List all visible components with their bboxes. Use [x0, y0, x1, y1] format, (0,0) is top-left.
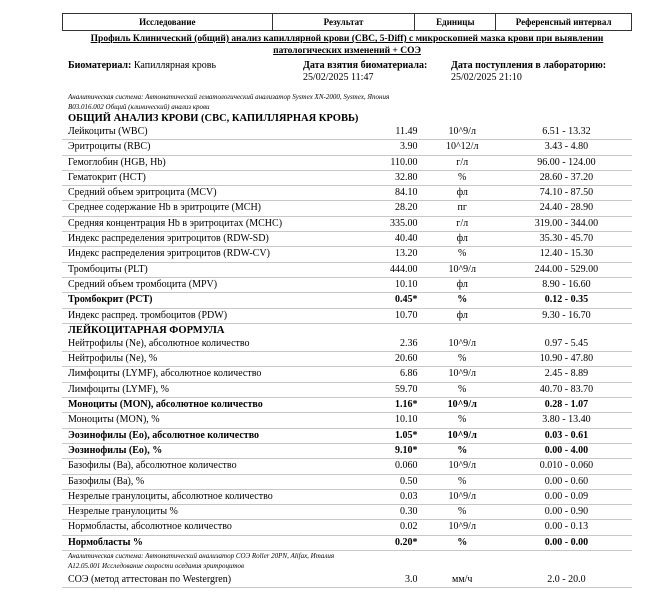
result-value: 444.00	[390, 263, 418, 275]
reference-range: 40.70 - 83.70	[539, 383, 594, 395]
test-name: Средний объем эритроцита (MCV)	[68, 187, 217, 199]
table-header	[62, 13, 632, 31]
unit: %	[457, 444, 468, 456]
unit: фл	[456, 233, 468, 245]
reference-range: 9.30 - 16.70	[542, 309, 591, 321]
result-value: 9.10*	[395, 444, 418, 456]
result-value: 0.02	[400, 521, 418, 533]
unit: 10^9/л	[448, 460, 476, 472]
result-value: 110.00	[390, 156, 418, 168]
table-row	[62, 429, 632, 444]
reference-range: 28.60 - 37.20	[539, 171, 594, 183]
unit: г/л	[456, 217, 469, 229]
table-row	[62, 475, 632, 490]
profile-title: Профиль Клинический (общий) анализ капиллярной крови (CBC, 5-Diff) с микроскопией мазка крови при выявлении патологических изменений + СОЭ	[90, 34, 604, 56]
result-value: 13.20	[395, 248, 418, 260]
unit: %	[457, 294, 468, 306]
table-row	[62, 398, 632, 413]
reference-range: 0.00 - 0.90	[544, 506, 589, 518]
reference-range: 8.90 - 16.60	[542, 278, 591, 290]
unit: %	[458, 353, 467, 365]
test-name: Средний объем тромбоцита (MPV)	[68, 278, 218, 290]
result-value: 0.45*	[395, 294, 418, 306]
unit: фл	[456, 187, 468, 199]
result-value: 10.10	[395, 278, 418, 290]
date-taken-value: 25/02/2025 11:47	[303, 72, 374, 83]
table-row	[62, 125, 632, 140]
reference-range: 0.00 - 0.13	[544, 521, 589, 533]
lab-report	[62, 13, 632, 588]
table-row	[62, 367, 632, 382]
unit: 10^9/л	[447, 399, 477, 411]
result-value: 84.10	[395, 187, 418, 199]
result-value: 10.70	[395, 309, 418, 321]
reference-range: 0.12 - 0.35	[544, 294, 589, 306]
unit: 10^9/л	[448, 337, 476, 349]
result-value: 3.90	[400, 141, 418, 153]
table-row	[62, 171, 632, 186]
test-name: Индекс распределения эритроцитов (RDW-SD)	[68, 233, 269, 245]
date-taken-label: Дата взятия биоматериала:	[303, 60, 428, 71]
biomaterial-value: Капиллярная кровь	[133, 60, 217, 71]
reference-range: 24.40 - 28.90	[539, 202, 594, 214]
reference-range: 0.00 - 0.09	[544, 490, 589, 502]
unit: %	[458, 171, 467, 183]
test-name: Нормобласты, абсолютное количество	[68, 521, 232, 533]
result-value: 59.70	[395, 383, 418, 395]
test-name: Лимфоциты (LYMF), абсолютное количество	[68, 368, 262, 380]
reference-range: 3.80 - 13.40	[542, 414, 591, 426]
table-row	[62, 201, 632, 216]
unit: %	[458, 383, 467, 395]
date-received-label: Дата поступления в лабораторию:	[451, 60, 607, 71]
result-value: 335.00	[390, 217, 418, 229]
reference-range: 0.00 - 0.60	[544, 475, 589, 487]
test-name: Моноциты (MON), абсолютное количество	[68, 399, 263, 411]
table-row	[62, 247, 632, 262]
unit: фл	[456, 278, 468, 290]
table-row	[62, 186, 632, 201]
reference-range: 0.28 - 1.07	[544, 399, 589, 411]
reference-range: 0.97 - 5.45	[544, 337, 589, 349]
test-name: Нейтрофилы (Ne), абсолютное количество	[68, 337, 250, 349]
sample-info	[62, 60, 632, 84]
table-row	[62, 352, 632, 367]
unit: 10^9/л	[448, 521, 476, 533]
esr-name: СОЭ (метод аттестован по Westergren)	[68, 574, 232, 586]
table-row	[62, 263, 632, 278]
reference-range: 3.43 - 4.80	[544, 141, 589, 153]
test-name: Тромбоциты (PLT)	[68, 263, 148, 275]
result-value: 0.30	[400, 506, 418, 518]
result-value: 40.40	[395, 233, 418, 245]
esr-ref: 2.0 - 20.0	[547, 574, 586, 586]
test-name: Гемоглобин (HGB, Hb)	[68, 156, 166, 168]
analyzer-system: Аналитическая система: Автоматический гематологический анализатор Sysmex XN-2000, Sysmex, Япония	[68, 93, 390, 101]
reference-range: 0.00 - 0.00	[544, 536, 589, 548]
test-name: Незрелые гранулоциты, абсолютное количество	[68, 490, 273, 502]
unit: 10^9/л	[447, 429, 477, 441]
table-row	[62, 232, 632, 247]
table-row	[62, 505, 632, 520]
header-units: Единицы	[414, 13, 495, 31]
cbc-table	[62, 125, 632, 324]
table-row	[62, 520, 632, 535]
result-value: 20.60	[395, 353, 418, 365]
result-value: 28.20	[395, 202, 418, 214]
result-value: 0.20*	[395, 536, 418, 548]
unit: 10^9/л	[448, 490, 476, 502]
table-row	[62, 309, 632, 324]
unit: пг	[457, 202, 467, 214]
result-value: 1.16*	[395, 399, 418, 411]
date-received-value: 25/02/2025 21:10	[451, 72, 522, 83]
table-row	[62, 459, 632, 474]
test-name: Базофилы (Ba), %	[68, 475, 145, 487]
section-cbc: ОБЩИЙ АНАЛИЗ КРОВИ (CBC, КАПИЛЛЯРНАЯ КРОВЬ)	[68, 113, 359, 124]
unit: %	[457, 536, 468, 548]
test-name: Лейкоциты (WBC)	[68, 126, 148, 137]
test-name: Индекс распределения эритроцитов (RDW-CV)	[68, 248, 270, 260]
table-row	[62, 444, 632, 459]
test-name: Гематокрит (HCT)	[68, 171, 146, 183]
table-row	[62, 536, 632, 551]
unit: %	[458, 475, 467, 487]
test-name: Среднее содержание Hb в эритроците (MCH)	[68, 202, 261, 214]
test-name: Нейтрофилы (Ne), %	[68, 353, 158, 365]
table-row	[62, 490, 632, 505]
esr-row	[62, 573, 632, 588]
table-row	[62, 413, 632, 428]
result-value: 11.49	[395, 126, 418, 137]
test-name: Нормобласты %	[68, 536, 143, 548]
table-row	[62, 140, 632, 155]
reference-range: 74.10 - 87.50	[539, 187, 594, 199]
reference-range: 0.00 - 4.00	[544, 444, 589, 456]
test-name: Моноциты (MON), %	[68, 414, 160, 426]
unit: 10^9/л	[448, 126, 476, 137]
result-value: 6.86	[400, 368, 418, 380]
reference-range: 0.03 - 0.61	[544, 429, 589, 441]
test-name: Средняя концентрация Hb в эритроцитах (MCHC)	[68, 217, 283, 229]
test-name: Лимфоциты (LYMF), %	[68, 383, 170, 395]
esr-unit: мм/ч	[451, 574, 473, 586]
section-differential: ЛЕЙКОЦИТАРНАЯ ФОРМУЛА	[68, 324, 225, 336]
result-value: 10.10	[395, 414, 418, 426]
unit: 10^9/л	[448, 368, 476, 380]
esr-service-code: А12.05.001 Исследование скорости оседания эритроцитов	[68, 562, 245, 571]
unit: 10^9/л	[448, 263, 476, 275]
table-row	[62, 337, 632, 352]
result-value: 32.80	[395, 171, 418, 183]
unit: фл	[456, 309, 468, 321]
reference-range: 12.40 - 15.30	[539, 248, 594, 260]
unit: 10^12/л	[445, 141, 479, 153]
unit: %	[458, 414, 467, 426]
esr-value: 3.0	[405, 574, 418, 586]
test-name: Эозинофилы (Eo), абсолютное количество	[68, 429, 260, 441]
reference-range: 319.00 - 344.00	[534, 217, 599, 229]
reference-range: 2.45 - 8.89	[544, 368, 589, 380]
result-value: 0.060	[395, 460, 418, 472]
service-code: В03.016.002 Общий (клинический) анализ крови	[68, 103, 210, 111]
result-value: 0.03	[400, 490, 418, 502]
reference-range: 244.00 - 529.00	[534, 263, 599, 275]
header-test: Исследование	[62, 13, 272, 31]
reference-range: 0.010 - 0.060	[539, 460, 594, 472]
reference-range: 35.30 - 45.70	[539, 233, 594, 245]
test-name: Индекс распред. тромбоцитов (PDW)	[68, 309, 228, 321]
test-name: Эозинофилы (Eo), %	[68, 444, 163, 456]
table-row	[62, 217, 632, 232]
reference-range: 10.90 - 47.80	[539, 353, 594, 365]
header-result: Результат	[272, 13, 415, 31]
test-name: Тромбокрит (PCT)	[68, 294, 153, 306]
result-value: 0.50	[400, 475, 418, 487]
table-row	[62, 278, 632, 293]
differential-table	[62, 337, 632, 551]
unit: %	[458, 248, 467, 260]
reference-range: 96.00 - 124.00	[537, 156, 596, 168]
unit: %	[458, 506, 467, 518]
test-name: Базофилы (Ba), абсолютное количество	[68, 460, 237, 472]
unit: г/л	[456, 156, 469, 168]
table-row	[62, 293, 632, 308]
test-name: Эритроциты (RBC)	[68, 141, 151, 153]
table-row	[62, 383, 632, 398]
result-value: 1.05*	[395, 429, 418, 441]
table-row	[62, 156, 632, 171]
header-reference: Референсный интервал	[495, 13, 632, 31]
result-value: 2.36	[400, 337, 418, 349]
biomaterial-label: Биоматериал:	[68, 60, 132, 71]
test-name: Незрелые гранулоциты %	[68, 506, 178, 518]
reference-range: 6.51 - 13.32	[542, 126, 591, 137]
esr-analyzer-system: Аналитическая система: Автоматический анализатор СОЭ Roller 20PN, Alifax, Италия	[68, 552, 335, 561]
